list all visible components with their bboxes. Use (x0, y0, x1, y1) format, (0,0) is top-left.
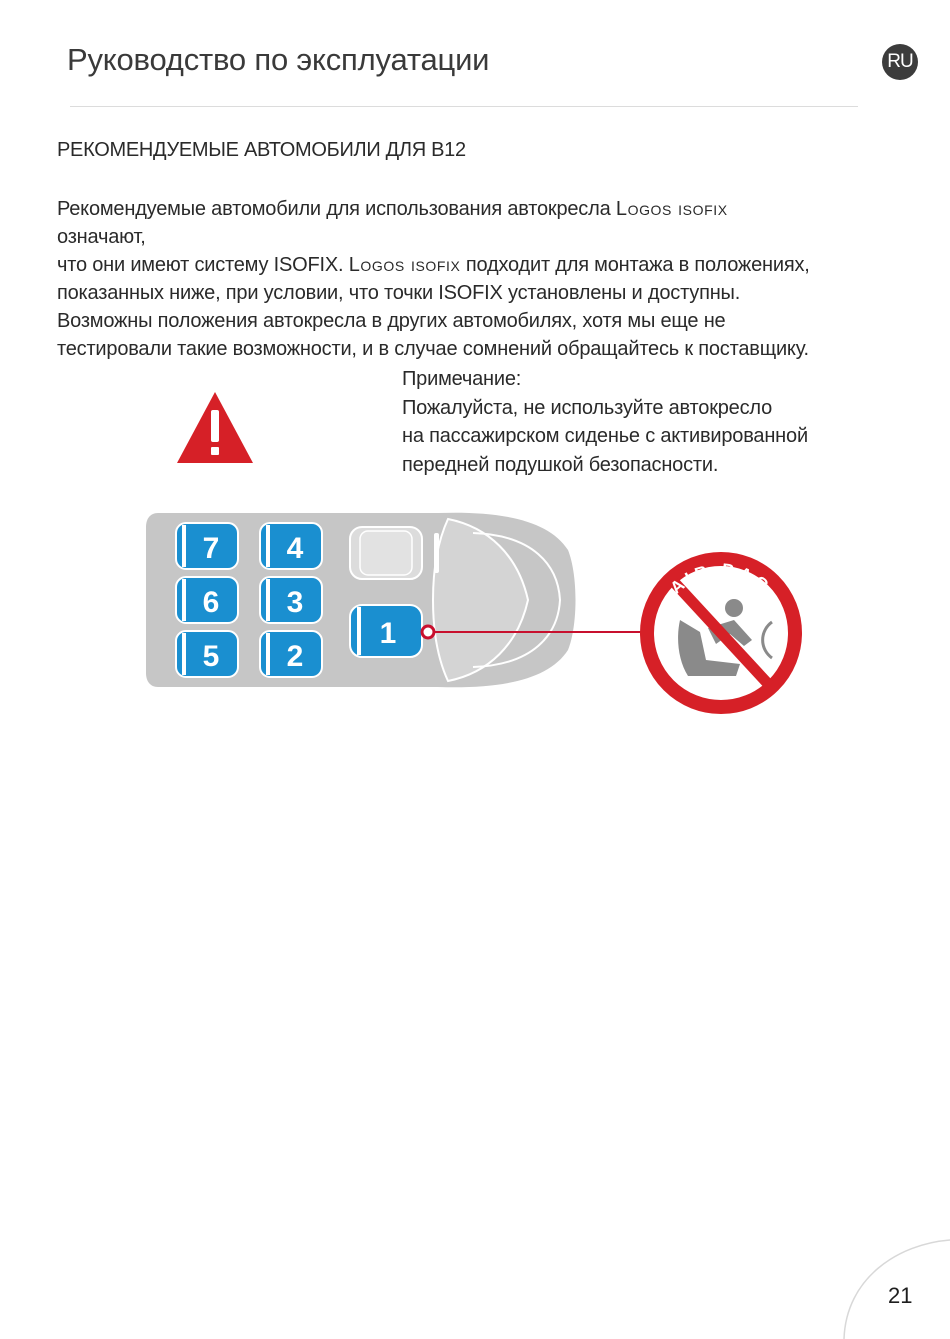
seat-5 (176, 631, 238, 677)
section-heading: РЕКОМЕНДУЕМЫЕ АВТОМОБИЛИ ДЛЯ B12 (57, 139, 466, 161)
paragraph-line-4: показанных ниже, при условии, что точки ISOFIX установлены и доступны. (57, 282, 741, 304)
language-badge: RU (882, 44, 918, 80)
note-label: Примечание: (402, 368, 522, 390)
seat-number: 5 (202, 640, 220, 673)
note-line: на пассажирском сиденье с активированной (402, 425, 808, 447)
no-child-seat-airbag-icon (636, 548, 806, 718)
seat-number: 7 (202, 532, 220, 565)
seat-number: 6 (202, 586, 220, 619)
seat-2 (260, 631, 322, 677)
paragraph-line-6: тестировали такие возможности, и в случае сомнений обращайтесь к поставщику. (57, 338, 809, 360)
pointer-line (434, 631, 644, 633)
brand-name: Logos isofix (348, 254, 461, 276)
airbag-note (402, 365, 882, 479)
seat-7 (176, 523, 238, 569)
note-line: Пожалуйста, не используйте автокресло (402, 396, 773, 419)
seat-3 (260, 577, 322, 623)
seat-4 (260, 523, 322, 569)
seat-1-marker (422, 626, 434, 638)
seat-number: 4 (286, 532, 304, 565)
paragraph-text: что они имеют систему ISOFIX. (57, 254, 349, 276)
paragraph-line-3 (57, 251, 917, 279)
page-title: Руководство по эксплуатации (67, 42, 490, 77)
seat-number: 1 (379, 617, 397, 650)
seat-1 (350, 605, 422, 657)
paragraph-line-5: Возможны положения автокресла в других автомобилях, хотя мы еще не (57, 310, 726, 332)
paragraph-line-2: означают, (57, 226, 146, 248)
header-divider (70, 106, 858, 107)
intro-paragraph (57, 195, 917, 363)
note-line: передней подушкой безопасности. (402, 453, 719, 476)
warning-triangle-icon (175, 390, 255, 465)
airbag-label: AIR BAG (666, 559, 776, 598)
brand-name: Logos isofix (615, 198, 728, 220)
car-seat-position-diagram (138, 505, 578, 695)
seat-6 (176, 577, 238, 623)
seat-number: 3 (286, 586, 304, 619)
paragraph-line-1 (57, 195, 917, 223)
paragraph-text: подходит для монтажа в положениях, (460, 254, 810, 276)
paragraph-text: Рекомендуемые автомобили для использования автокресла (57, 198, 616, 220)
page-number: 21 (888, 1283, 913, 1308)
seat-number: 2 (286, 640, 304, 673)
